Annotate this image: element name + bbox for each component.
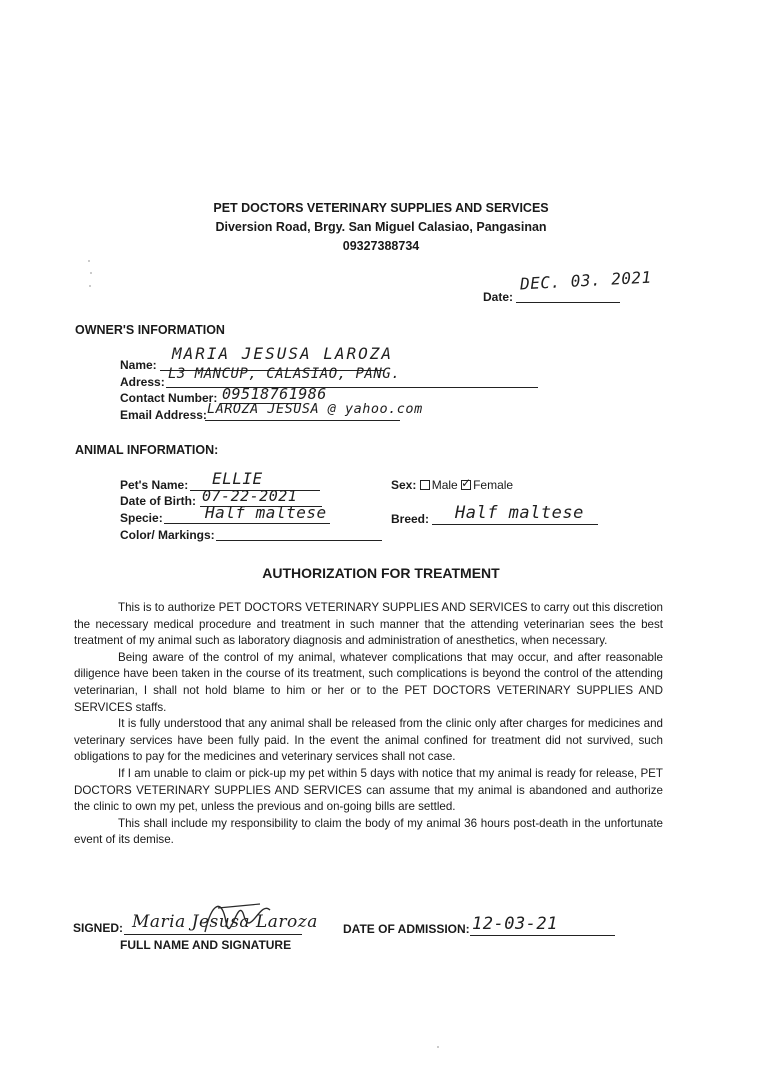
specie-line xyxy=(164,523,330,524)
breed-label: Breed: xyxy=(391,512,430,526)
checkmark-icon: ✓ xyxy=(461,476,472,490)
date-value[interactable]: DEC. 03. 2021 xyxy=(519,267,653,294)
breed-value[interactable]: Half maltese xyxy=(455,503,584,523)
paragraph-post-death: This shall include my responsibility to claim the body of my animal 36 hours post-death in the unfortunate event of its demise. xyxy=(74,816,663,847)
paragraph-authorize: This is to authorize PET DOCTORS VETERINARY SUPPLIES AND SERVICES to carry out this discretion the necessary medical procedure and treatment in such manner that the attending veterinarian sees the best treatment of my animal such as laboratory diagnosis and administration of anesthetics, when necessary. xyxy=(74,601,663,648)
admission-label: DATE OF ADMISSION: xyxy=(343,922,470,936)
signed-label: SIGNED: xyxy=(73,921,124,935)
breed-line xyxy=(432,524,598,525)
animal-section-title: ANIMAL INFORMATION: xyxy=(75,443,219,457)
paragraph-complications: Being aware of the control of my animal, whatever complications that may occur, and after reasonable diligence have been taken in the course of its treatment, such complications is beyond the control of the attending veterinarian, I shall not hold blame to him or her or to the PET DOCTORS VETERINARY SUPPLIES AND SERVICES staffs. xyxy=(74,650,663,714)
admission-value[interactable]: 12-03-21 xyxy=(472,914,558,934)
paragraph-release: It is fully understood that any animal shall be released from the clinic only after charges for medicines and veterinary services have been fully paid. In the event the animal confined for treatment did not survived, such obligations to pay for the medicines and veterinary services shall not case. xyxy=(74,717,663,764)
date-line xyxy=(516,302,620,303)
male-checkbox[interactable] xyxy=(420,480,430,490)
pet-name-value[interactable]: ELLIE xyxy=(212,469,263,488)
owner-name-label: Name: xyxy=(120,358,157,372)
clinic-phone: 09327388734 xyxy=(342,239,420,253)
signature-caption: FULL NAME AND SIGNATURE xyxy=(120,938,292,952)
authorization-body xyxy=(74,600,663,849)
specie-label: Specie: xyxy=(120,511,163,525)
owner-email-value[interactable]: LAROZA JESUSA @ yahoo.com xyxy=(207,401,423,417)
dob-label: Date of Birth: xyxy=(120,494,196,508)
female-option-label: Female xyxy=(473,478,514,492)
admission-line xyxy=(470,935,615,936)
specie-value[interactable]: Half maltese xyxy=(205,503,327,522)
pet-name-label: Pet's Name: xyxy=(120,478,189,492)
male-option-label: Male xyxy=(431,478,458,492)
sex-label: Sex: xyxy=(391,478,417,492)
owner-address-label: Adress: xyxy=(120,375,165,389)
dob-value[interactable]: 07-22-2021 xyxy=(202,487,298,505)
owner-contact-value[interactable]: 09518761986 xyxy=(222,385,327,403)
authorization-title: AUTHORIZATION FOR TREATMENT xyxy=(262,565,500,581)
signature-scribble xyxy=(200,892,280,940)
color-label: Color/ Markings: xyxy=(120,528,215,542)
paragraph-abandonment: If I am unable to claim or pick-up my pet within 5 days with notice that my animal is ready for release, PET DOCTORS VETERINARY SUPPLIES AND SERVICES can assume that my animal is abandoned and authorize the clinic to own my pet, unless the previous and on-going bills are settled. xyxy=(74,766,663,814)
color-line xyxy=(216,540,382,541)
owner-email-line xyxy=(205,420,400,421)
date-label: Date: xyxy=(483,290,514,304)
clinic-address: Diversion Road, Brgy. San Miguel Calasiao, Pangasinan xyxy=(215,220,547,234)
owner-email-label: Email Address: xyxy=(120,408,207,422)
clinic-name: PET DOCTORS VETERINARY SUPPLIES AND SERVICES xyxy=(213,201,549,215)
sex-field xyxy=(391,478,513,492)
signature-value[interactable]: Maria Jesusa Laroza xyxy=(132,912,318,932)
female-checkbox[interactable] xyxy=(461,476,472,490)
owner-contact-label: Contact Number: xyxy=(120,391,218,405)
owner-address-value[interactable]: L3 MANCUP, CALASIAO, PANG. xyxy=(168,366,401,382)
owner-section-title: OWNER'S INFORMATION xyxy=(75,323,225,337)
owner-name-value[interactable]: MARIA JESUSA LAROZA xyxy=(172,344,394,363)
